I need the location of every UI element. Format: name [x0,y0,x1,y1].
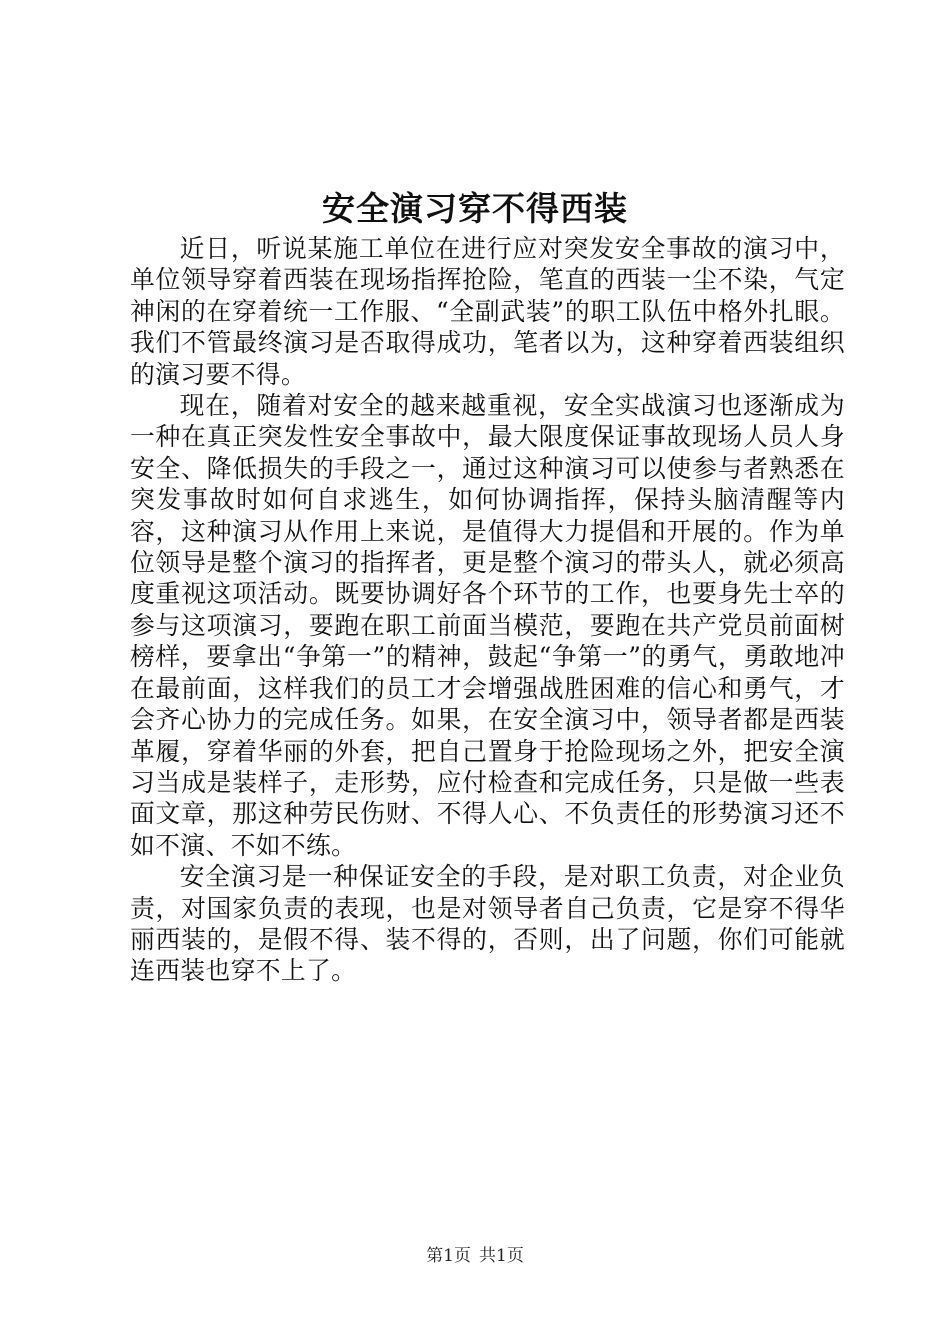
page-number: 第1页 [426,1246,471,1266]
document-body [130,233,845,987]
paragraph-3: 安全演习是一种保证安全的手段，是对职工负责，对企业负责，对国家负责的表现，也是对领导者自己负责，它是穿不得华丽西装的，是假不得、装不得的，否则，出了问题，你们可能就连西装也穿不上了。 [130,862,845,986]
paragraph-1: 近日，听说某施工单位在进行应对突发安全事故的演习中，单位领导穿着西装在现场指挥抢险，笔直的西装一尘不染，气定神闲的在穿着统一工作服、“全副武装”的职工队伍中格外扎眼。我们不管最终演习是否取得成功，笔者以为，这种穿着西装组织的演习要不得。 [130,234,845,389]
page-footer [0,1244,950,1268]
page-total: 共1页 [479,1246,524,1266]
paragraph-2: 现在，随着对安全的越来越重视，安全实战演习也逐渐成为一种在真正突发性安全事故中，最大限度保证事故现场人员人身安全、降低损失的手段之一，通过这种演习可以使参与者熟悉在突发事故时如何自求逃生，如何协调指挥，保持头脑清醒等内容，这种演习从作用上来说，是值得大力提倡和开展的。作为单位领导是整个演习的指挥者，更是整个演习的带头人，就必须高度重视这项活动。既要协调好各个环节的工作，也要身先士卒的参与这项演习，要跑在职工前面当模范，要跑在共产党员前面树榜样，要拿出“争第一”的精神，鼓起“争第一”的勇气，勇敢地冲在最前面，这样我们的员工才会增强战胜困难的信心和勇气，才会齐心协力的完成任务。如果，在安全演习中，领导者都是西装革履，穿着华丽的外套，把自己置身于抢险现场之外，把安全演习当成是装样子，走形势，应付检查和完成任务，只是做一些表面文章，那这种劳民伤财、不得人心、不负责任的形势演习还不如不演、不如不练。 [130,391,845,860]
document-title: 安全演习穿不得西装 [322,189,628,228]
